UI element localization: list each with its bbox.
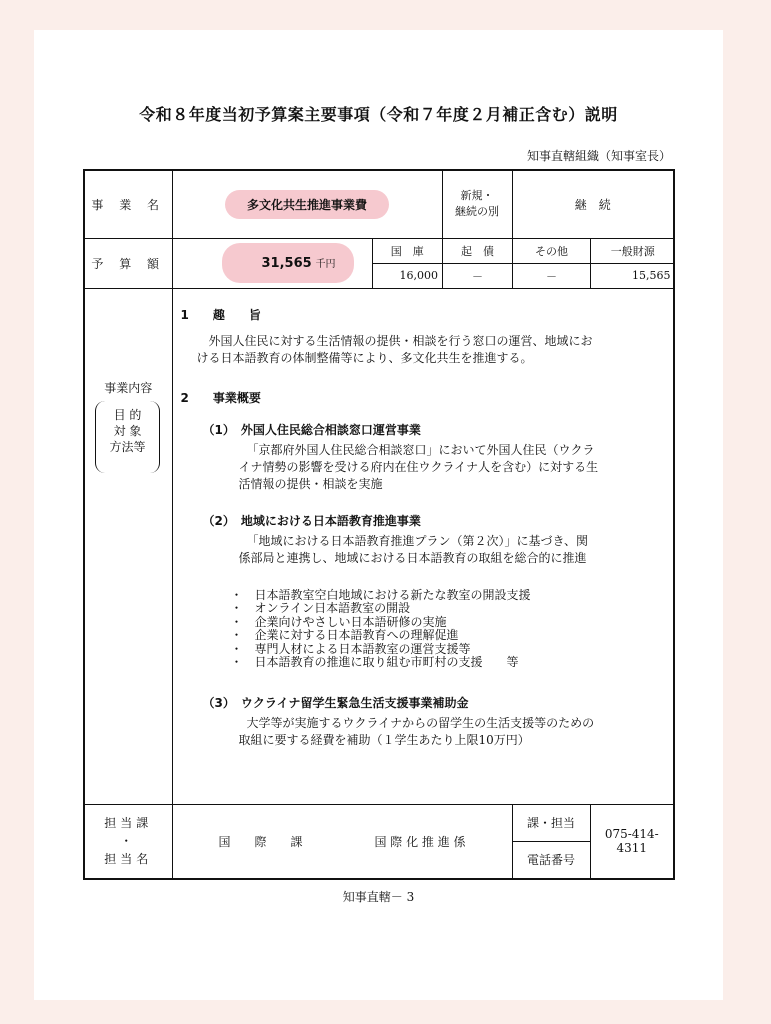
budget-amount-highlight <box>222 243 354 283</box>
ka-tanto-label: 課・担当 <box>513 805 590 842</box>
contact-label-cell <box>512 804 590 879</box>
tanto-ka-label: 担当課 <box>104 816 153 830</box>
header-ippan: 一般財源 <box>591 239 675 264</box>
budget-amount-cell <box>172 238 372 288</box>
budget-unit: 千円 <box>315 259 336 270</box>
yosangaku-label: 予 算 額 <box>84 238 172 288</box>
jigyo-name: 多文化共生推進事業費 <box>225 190 389 219</box>
naiyo-label-cell <box>84 288 172 804</box>
sec1-line1: 外国人住民に対する生活情報の提供・相談を行う窓口の運営、地域にお <box>208 333 593 348</box>
bullet-item: ・ 企業に対する日本語教育への理解促進 <box>230 628 459 642</box>
tanto-value-cell <box>172 804 512 879</box>
sub1-title: （1） 外国人住民総合相談窓口運営事業 <box>202 422 421 437</box>
sub1-line2: イナ情勢の影響を受ける府内在住ウクライナ人を含む）に対する生 <box>238 459 599 474</box>
bullet-item: ・ 日本語教室空白地域における新たな教室の開設支援 <box>230 587 531 602</box>
denwa-label: 電話番号 <box>527 852 576 867</box>
hoho-label: 方法等 <box>109 439 146 454</box>
organization-label: 知事直轄組織（知事室長） <box>526 149 671 163</box>
shinki-keizoku-label <box>442 170 512 238</box>
sec2-title: 2 事業概要 <box>180 390 261 405</box>
value-sonota: － <box>513 263 591 288</box>
sub3-line1: 大学等が実施するウクライナからの留学生の生活支援等のための <box>246 715 595 730</box>
budget-item-table <box>83 169 675 880</box>
bullet-item: ・ 専門人材による日本語教室の運営支援等 <box>230 641 471 656</box>
jigyomei-label: 事 業 名 <box>84 170 172 238</box>
tanto-kakari-value: 国 際 化 推 進 係 <box>374 834 466 849</box>
document-title: 令和８年度当初予算案主要事項（令和７年度２月補正含む）説明 <box>139 105 618 124</box>
sub1-line1: 「京都府外国人住民総合相談窓口」において外国人住民（ウクラ <box>246 442 595 457</box>
taisho-label: 対 象 <box>113 423 142 438</box>
sub2-line1: 「地域における日本語教育推進プラン（第２次）」に基づき、関 <box>246 533 589 548</box>
value-ippan: 15,565 <box>591 263 675 288</box>
header-sonota: その他 <box>513 239 591 264</box>
mokuteki-label: 目 的 <box>113 407 142 422</box>
tanto-label-cell <box>84 804 172 879</box>
keizoku-value: 継 続 <box>512 170 674 238</box>
tanto-mei-label: 担当名 <box>104 852 153 866</box>
document-page <box>34 30 723 1000</box>
phone-number: 075-414-4311 <box>590 804 674 879</box>
value-kokko: 16,000 <box>399 269 438 282</box>
content-cell <box>172 288 674 804</box>
bullet-item: ・ 企業向けやさしい日本語研修の実施 <box>230 614 447 629</box>
tanto-dot: ・ <box>120 834 137 848</box>
tanto-ka-value: 国 際 課 <box>218 834 303 849</box>
value-kisai: － <box>443 263 513 288</box>
page-footer: 知事直轄－ 3 <box>342 890 415 904</box>
sec1-line2: ける日本語教育の体制整備等により、多文化共生を推進する。 <box>196 350 533 365</box>
sub3-line2: 取組に要する経費を補助（１学生あたり上限10万円） <box>238 732 530 747</box>
naiyo-label: 事業内容 <box>104 380 153 395</box>
budget-amount: 31,565 <box>261 256 312 271</box>
shinki-label-line2: 継続の別 <box>455 205 500 219</box>
bullet-item: ・ 日本語教育の推進に取り組む市町村の支援 等 <box>230 655 519 669</box>
sub2-line2: 係部局と連携し、地域における日本語教育の取組を総合的に推進 <box>238 550 587 565</box>
jigyo-name-cell <box>172 170 442 238</box>
sub1-line3: 活情報の提供・相談を実施 <box>238 476 383 491</box>
header-kokko: 国 庫 <box>373 239 443 264</box>
budget-breakdown <box>372 238 674 288</box>
sub3-title: （3） ウクライナ留学生緊急生活支援事業補助金 <box>202 695 469 710</box>
purpose-bracket <box>95 401 160 473</box>
sec1-title: 1 趣 旨 <box>180 307 261 322</box>
sub2-title: （2） 地域における日本語教育推進事業 <box>202 513 421 528</box>
bullet-item: ・ オンライン日本語教室の開設 <box>230 601 411 615</box>
shinki-label-line1: 新規・ <box>460 189 494 203</box>
header-kisai: 起 債 <box>443 239 513 264</box>
